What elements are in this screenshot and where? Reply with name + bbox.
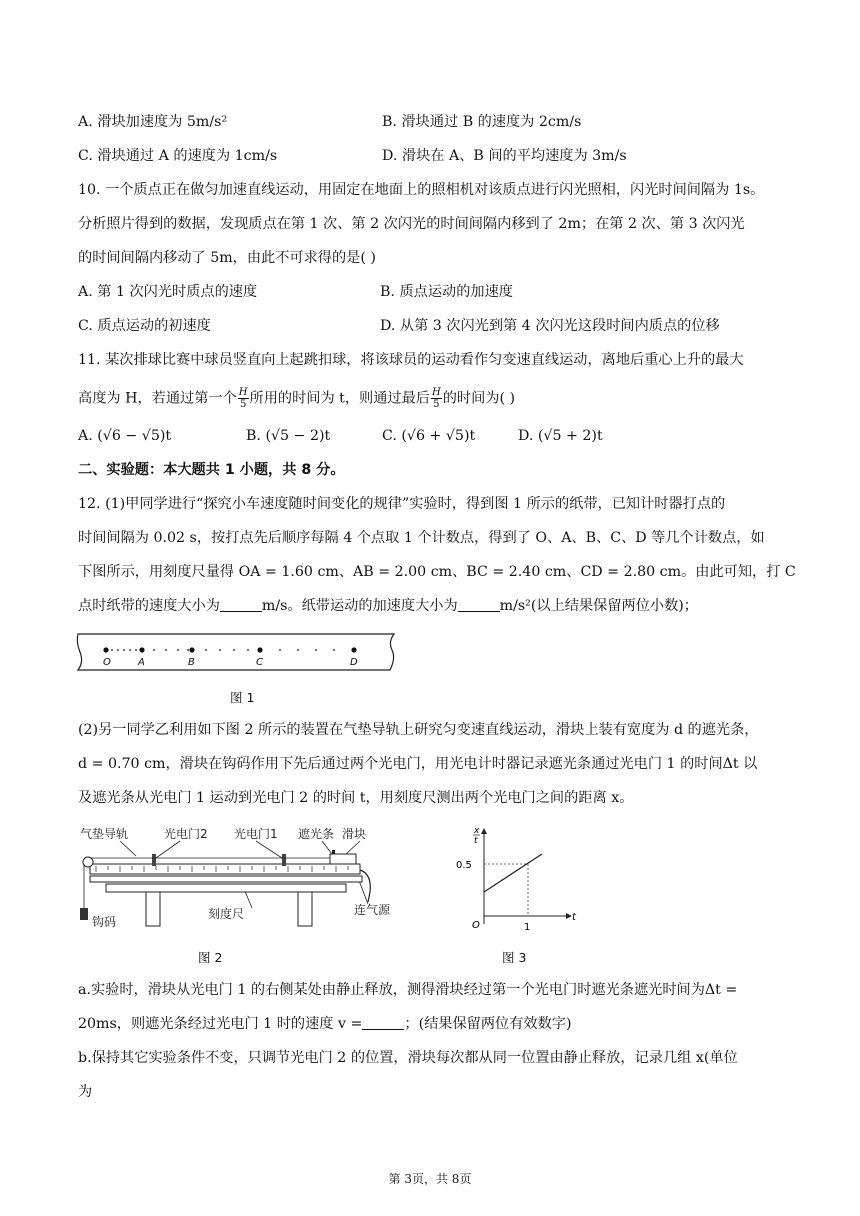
section-heading: 二、实验题：本大题共 1 小题，共 8 分。 bbox=[78, 462, 345, 478]
answer-blank-vc[interactable] bbox=[220, 597, 262, 612]
hook-weight bbox=[80, 908, 88, 920]
q12-b-line-2: 为 bbox=[78, 1084, 93, 1100]
bench-leg-left bbox=[146, 892, 160, 926]
x-label: t bbox=[572, 912, 576, 923]
page-footer: 第 3页，共 8页 bbox=[388, 1172, 472, 1186]
q12-a-line-1: a.实验时，滑块从光电门 1 的右侧某处由静止释放，测得滑块经过第一个光电门时遮光条遮光时间为Δt = bbox=[78, 982, 738, 998]
q11-fraction-1 bbox=[238, 387, 249, 410]
q11-option-b: B. (√5 − 2)t bbox=[246, 428, 331, 444]
label-air-source: 连气源 bbox=[354, 903, 391, 917]
answer-blank-v[interactable] bbox=[362, 1015, 404, 1030]
q11-line-1: 11. 某次排球比赛中球员竖直向上起跳扣球，将该球员的运动看作匀变速直线运动，离地后重心上升的最大 bbox=[78, 352, 744, 368]
figure-1-caption: 图 1 bbox=[230, 690, 255, 705]
q11-fraction-2-num: H bbox=[431, 387, 441, 398]
q10-option-d: D. 从第 3 次闪光到第 4 次闪光这段时间内质点的位移 bbox=[380, 318, 720, 334]
label-slider: 滑块 bbox=[342, 827, 367, 841]
q12-line-4-c: m/s²(以上结果保留两位小数)； bbox=[499, 598, 698, 614]
q12-part2-line-2: d = 0.70 cm，滑块在钩码作用下先后通过两个光电门，用光电计时器记录遮光条通过光电门 1 的时间Δt 以 bbox=[78, 756, 758, 772]
q11-fraction-2-den: 5 bbox=[433, 399, 440, 410]
q10-option-a: A. 第 1 次闪光时质点的速度 bbox=[78, 284, 258, 300]
figure-1-paper-tape bbox=[76, 628, 406, 678]
q11-option-a: A. (√6 − √5)t bbox=[78, 428, 172, 444]
q12-line-2: 时间间隔为 0.02 s，按打点先后顺序每隔 4 个点取 1 个计数点，得到了 O、A、B、C、D 等几个计数点，如 bbox=[78, 530, 765, 546]
q12-line-1: 12. (1)甲同学进行“探究小车速度随时间变化的规律”实验时，得到图 1 所示的纸带，已知计时器打点的 bbox=[78, 496, 726, 512]
q9-option-b: B. 滑块通过 B 的速度为 2cm/s bbox=[382, 114, 582, 130]
bench-leg-right bbox=[298, 892, 312, 926]
q11-option-d: D. (√5 + 2)t bbox=[518, 428, 603, 444]
tape-label-c: C bbox=[256, 657, 263, 668]
q12-part2-line-3: 及遮光条从光电门 1 运动到光电门 2 的时间 t，用刻度尺测出两个光电门之间的距离 x。 bbox=[78, 790, 634, 806]
q12-line-4-b: m/s。纸带运动的加速度大小为 bbox=[261, 598, 458, 614]
bench-top bbox=[106, 884, 346, 892]
label-air-track: 气垫导轨 bbox=[80, 827, 129, 841]
y-label-den: t bbox=[474, 836, 478, 846]
q10-option-b: B. 质点运动的加速度 bbox=[380, 284, 513, 300]
q9-option-a: A. 滑块加速度为 5m/s² bbox=[78, 114, 228, 130]
q10-line-1: 10. 一个质点正在做匀加速直线运动，用固定在地面上的照相机对该质点进行闪光照相，闪光时间间隔为 1s。 bbox=[78, 182, 765, 198]
label-strip: 遮光条 bbox=[298, 827, 335, 841]
q10-option-c: C. 质点运动的初速度 bbox=[78, 318, 211, 334]
tape-label-o: O bbox=[103, 657, 111, 668]
label-gate-2: 光电门2 bbox=[164, 827, 208, 841]
tape-label-d: D bbox=[350, 657, 358, 668]
tape-outline bbox=[77, 634, 394, 670]
label-weight: 钩码 bbox=[92, 915, 117, 929]
origin-label: O bbox=[472, 920, 480, 931]
q12-b-line-1: b.保持其它实验条件不变，只调节光电门 2 的位置，滑块每次都从同一位置由静止释放，记录几组 x(单位 bbox=[78, 1050, 738, 1066]
pulley bbox=[83, 857, 93, 867]
air-track-rail bbox=[90, 864, 360, 874]
tape-dot-b bbox=[189, 647, 194, 652]
slider-block bbox=[330, 854, 356, 864]
q11-line-2-b: 所用的时间为 t，则通过最后 bbox=[249, 390, 430, 407]
q12-a-line-2-b: ；(结果保留两位有效数字) bbox=[404, 1016, 572, 1032]
q12-line-3: 下图所示，用刻度尺量得 OA = 1.60 cm、AB = 2.00 cm、BC = 2.40 cm、CD = 2.80 cm。由此可知，打 C bbox=[78, 564, 796, 580]
tape-label-a: A bbox=[138, 657, 145, 668]
q11-line-2-a: 高度为 H，若通过第一个 bbox=[78, 390, 237, 407]
q12-a-line-2-a: 20ms，则遮光条经过光电门 1 时的速度 v = bbox=[78, 1016, 363, 1032]
q12-line-4 bbox=[78, 596, 698, 616]
y-tick-label: 0.5 bbox=[456, 860, 472, 871]
q11-line-2-c: 的时间为( ) bbox=[442, 390, 516, 407]
figure-3-graph bbox=[456, 824, 592, 934]
q11-fraction-1-den: 5 bbox=[239, 399, 247, 410]
q11-line-2 bbox=[78, 387, 515, 410]
tape-label-b: B bbox=[188, 657, 195, 668]
y-label-num: x bbox=[474, 826, 480, 836]
q9-option-d: D. 滑块在 A、B 间的平均速度为 3m/s bbox=[382, 148, 627, 164]
q12-line-4-a: 点时纸带的速度大小为 bbox=[78, 598, 220, 614]
q10-line-3: 的时间间隔内移动了 5m，由此不可求得的是( ) bbox=[78, 250, 376, 266]
q11-option-c: C. (√6 + √5)t bbox=[382, 428, 476, 444]
data-line bbox=[484, 854, 542, 892]
photogate-1 bbox=[282, 854, 286, 866]
figure-3-caption: 图 3 bbox=[502, 950, 527, 965]
x-tick-label: 1 bbox=[524, 922, 531, 933]
label-ruler: 刻度尺 bbox=[208, 907, 245, 921]
tape-dot-c bbox=[257, 647, 262, 652]
q10-line-2: 分析照片得到的数据，发现质点在第 1 次、第 2 次闪光的时间间隔内移到了 2m；在第 2 次、第 3 次闪光 bbox=[78, 216, 745, 232]
tape-dot-a bbox=[139, 647, 144, 652]
q11-fraction-1-num: H bbox=[238, 387, 248, 398]
q12-part2-line-1: (2)另一同学乙利用如下图 2 所示的装置在气垫导轨上研究匀变速直线运动，滑块上装有宽度为 d 的遮光条， bbox=[78, 722, 759, 738]
tape-dot-d bbox=[351, 647, 356, 652]
tape-dot-o bbox=[103, 647, 108, 652]
photogate-2 bbox=[152, 854, 156, 866]
label-gate-1: 光电门1 bbox=[234, 827, 278, 841]
q9-option-c: C. 滑块通过 A 的速度为 1cm/s bbox=[78, 148, 278, 164]
q11-fraction-2 bbox=[431, 387, 442, 410]
q12-a-line-2 bbox=[78, 1014, 572, 1034]
answer-blank-accel[interactable] bbox=[458, 597, 500, 612]
figure-2-caption: 图 2 bbox=[198, 950, 223, 965]
light-strip bbox=[332, 850, 335, 854]
figure-2-apparatus bbox=[76, 822, 396, 934]
